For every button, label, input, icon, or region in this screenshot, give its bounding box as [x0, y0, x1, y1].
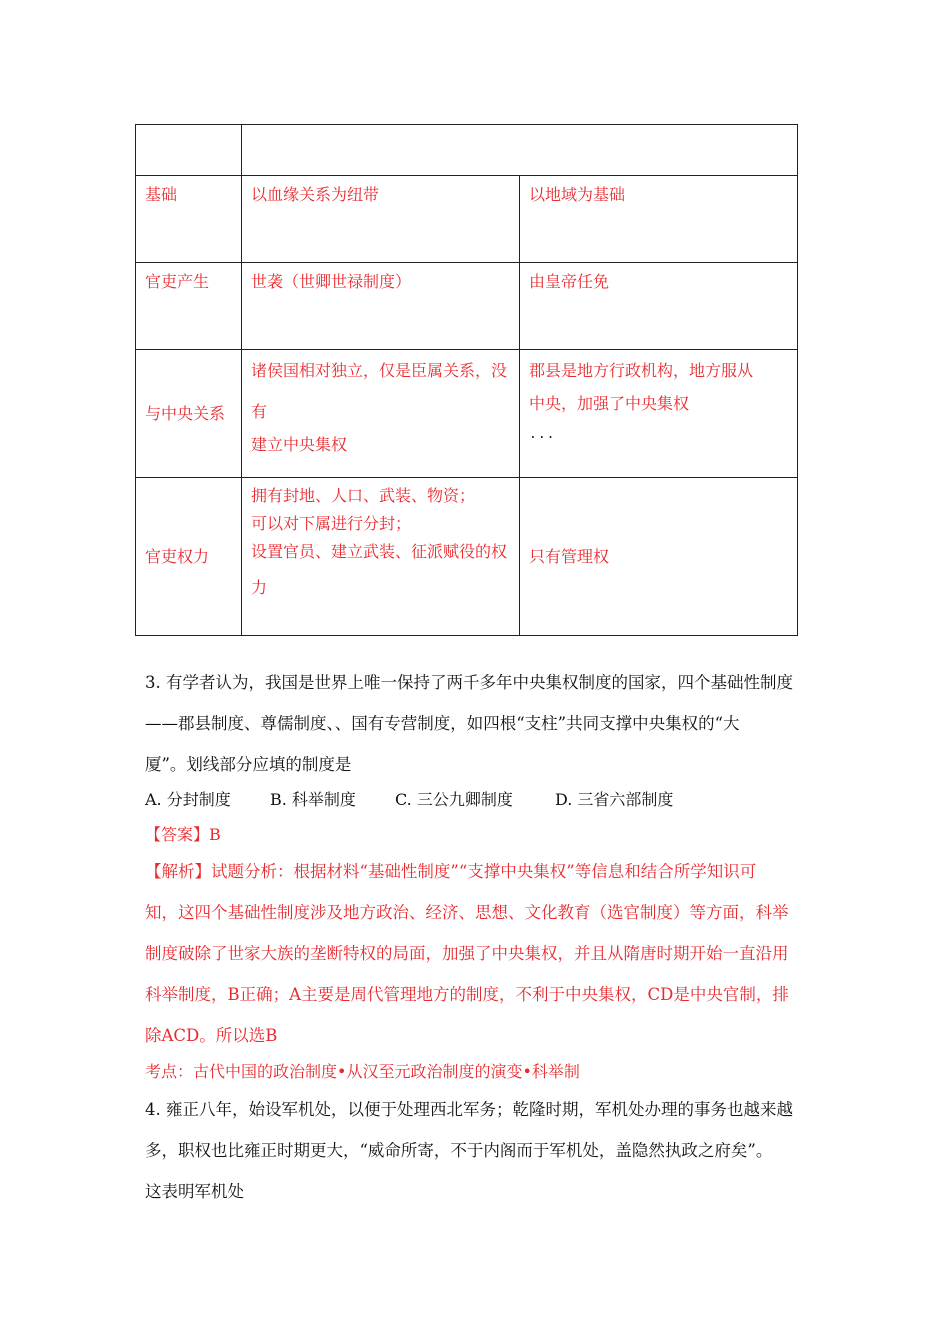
header-cell-empty — [136, 125, 242, 176]
cell-line: 中央，加强了中央集权 — [529, 394, 690, 413]
option-c: C. 三公九卿制度 — [395, 790, 513, 809]
stem-line: 厦”。划线部分应填的制度是 — [145, 755, 352, 774]
cell-line: 诸侯国相对独立，仅是臣属关系，没有 — [251, 361, 508, 421]
junxian-cell: 以地域为基础 — [520, 176, 798, 263]
header-cell-merged — [242, 125, 798, 176]
row-label: 与中央关系 — [136, 350, 242, 478]
fenfeng-cell: 以血缘关系为纽带 — [242, 176, 520, 263]
junxian-cell: 只有管理权 — [520, 478, 798, 636]
row-label: 官吏产生 — [136, 263, 242, 350]
analysis-block — [145, 851, 810, 1056]
ellipsis: ... — [529, 427, 556, 442]
question-4-stem — [145, 1089, 810, 1212]
cell-line: 设置官员、建立武装、征派赋役的权力 — [251, 542, 508, 597]
cell-line: 建立中央集权 — [251, 435, 348, 454]
junxian-cell — [520, 350, 798, 478]
analysis-line: 【解析】试题分析：根据材料“基础性制度”“支撑中央集权”等信息和结合所学知识可 — [145, 862, 757, 881]
stem-line: 这表明军机处 — [145, 1182, 244, 1201]
option-a: A. 分封制度 — [145, 790, 231, 809]
stem-line: 3. 有学者认为，我国是世界上唯一保持了两千多年中央集权制度的国家，四个基础性制度 — [145, 673, 793, 692]
row-label: 官吏权力 — [136, 478, 242, 636]
table-row — [136, 478, 798, 636]
analysis-line: 制度破除了世家大族的垄断特权的局面，加强了中央集权，并且从隋唐时期开始一直沿用 — [145, 944, 789, 963]
cell-line: 拥有封地、人口、武装、物资； — [251, 486, 476, 505]
question-3-options — [145, 787, 673, 813]
comparison-table — [135, 124, 798, 636]
stem-line: 4. 雍正八年，始设军机处，以便于处理西北军务；乾隆时期，军机处办理的事务也越来越 — [145, 1100, 793, 1119]
junxian-cell: 由皇帝任免 — [520, 263, 798, 350]
stem-line: ——郡县制度、尊儒制度、、国有专营制度，如四根“支柱”共同支撑中央集权的“大 — [145, 714, 740, 733]
table-row — [136, 176, 798, 263]
stem-line: 多，职权也比雍正时期更大，“威命所寄，不于内阁而于军机处，盖隐然执政之府矣”。 — [145, 1141, 773, 1160]
analysis-line: 除ACD。所以选B — [145, 1026, 278, 1045]
fenfeng-cell — [242, 478, 520, 636]
table-row — [136, 350, 798, 478]
analysis-line: 知，这四个基础性制度涉及地方政治、经济、思想、文化教育（选官制度）等方面，科举 — [145, 903, 789, 922]
analysis-line: 科举制度，B正确；A主要是周代管理地方的制度，不利于中央集权，CD是中央官制，排 — [145, 985, 789, 1004]
fenfeng-cell: 世袭（世卿世禄制度） — [242, 263, 520, 350]
question-3-stem — [145, 662, 810, 785]
table-header-row — [136, 125, 798, 176]
cell-line: 可以对下属进行分封； — [251, 514, 412, 533]
fenfeng-cell — [242, 350, 520, 478]
option-d: D. 三省六部制度 — [555, 790, 674, 809]
table-row — [136, 263, 798, 350]
cell-line: 郡县是地方行政机构，地方服从 — [529, 361, 754, 380]
kaodian-line: 考点：古代中国的政治制度•从汉至元政治制度的演变•科举制 — [145, 1062, 580, 1081]
row-label: 基础 — [136, 176, 242, 263]
option-b: B. 科举制度 — [270, 790, 356, 809]
answer-line: 【答案】B — [145, 825, 221, 844]
